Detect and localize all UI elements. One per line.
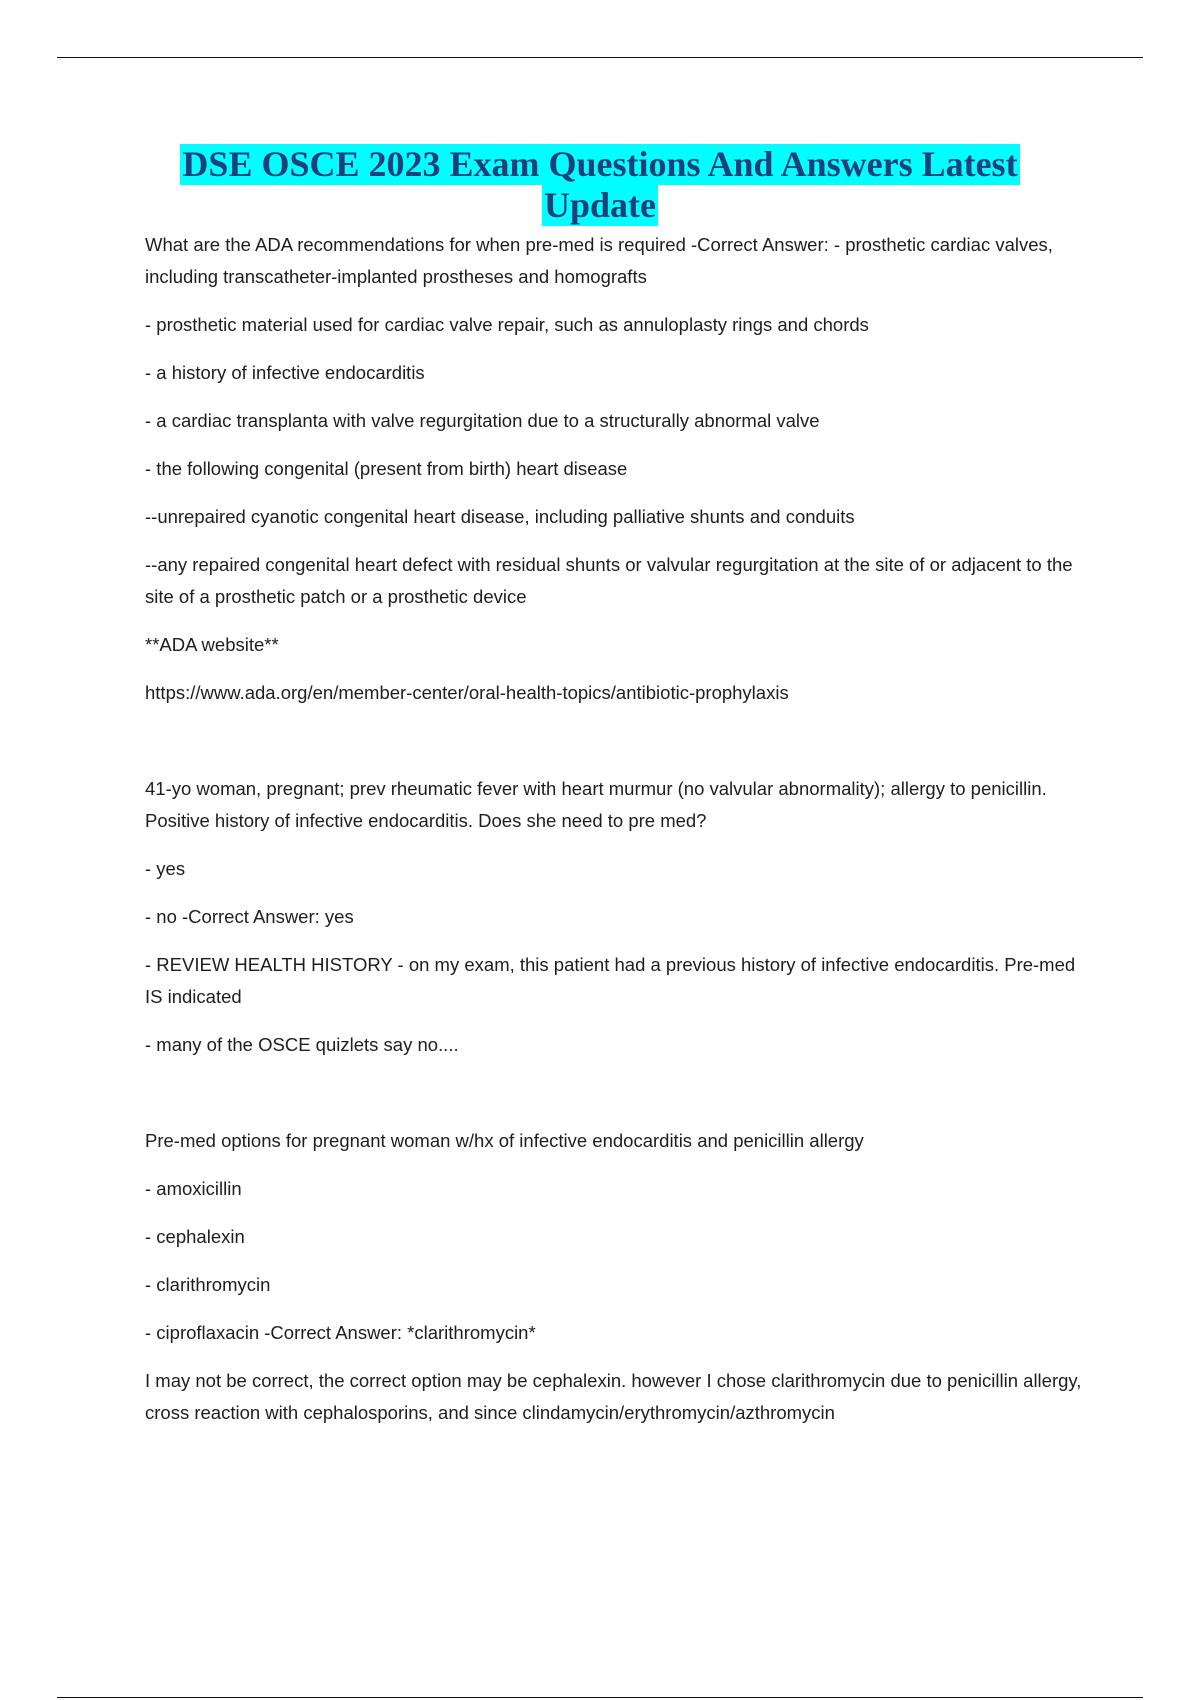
q2-note: - REVIEW HEALTH HISTORY - on my exam, this patient had a previous history of infective endocarditis. Pre-med IS indicated <box>145 954 1076 1007</box>
document-body <box>145 229 1095 1445</box>
q1-source-label: **ADA website** <box>145 634 279 655</box>
document-title <box>0 144 1200 226</box>
q3-option: - amoxicillin <box>145 1178 242 1199</box>
spacer <box>145 725 1095 773</box>
q2-option: - no -Correct Answer: yes <box>145 906 354 927</box>
q1-line: - a cardiac transplanta with valve regurgitation due to a structurally abnormal valve <box>145 410 820 431</box>
q2-note: - many of the OSCE quizlets say no.... <box>145 1034 459 1055</box>
q1-line: - the following congenital (present from birth) heart disease <box>145 458 628 479</box>
q2-option: - yes <box>145 858 186 879</box>
q3-note: I may not be correct, the correct option may be cephalexin. however I chose clarithromycin due to penicillin allergy, cross reaction with cephalosporins, and since clindamycin/erythromycin/azthromycin <box>145 1370 1082 1423</box>
bottom-divider <box>57 1697 1143 1698</box>
q1-line: --unrepaired cyanotic congenital heart disease, including palliative shunts and conduits <box>145 506 855 527</box>
spacer <box>145 1077 1095 1125</box>
q1-question: What are the ADA recommendations for when pre-med is required -Correct Answer: - prosthetic cardiac valves, including transcatheter-implanted prostheses and homografts <box>145 234 1053 287</box>
q1-line: - a history of infective endocarditis <box>145 362 425 383</box>
title-line-2: Update <box>543 185 656 225</box>
top-divider <box>57 57 1143 58</box>
q3-option: - cephalexin <box>145 1226 245 1247</box>
q3-option: - clarithromycin <box>145 1274 271 1295</box>
q2-question: 41-yo woman, pregnant; prev rheumatic fever with heart murmur (no valvular abnormality); allergy to penicillin. Positive history of infective endocarditis. Does she need to pre med? <box>145 778 1047 831</box>
q3-question: Pre-med options for pregnant woman w/hx of infective endocarditis and penicillin allergy <box>145 1130 864 1151</box>
q1-line: --any repaired congenital heart defect with residual shunts or valvular regurgitation at the site of or adjacent to the site of a prosthetic patch or a prosthetic device <box>145 554 1073 607</box>
q1-line: - prosthetic material used for cardiac valve repair, such as annuloplasty rings and chords <box>145 314 869 335</box>
q1-source-url: https://www.ada.org/en/member-center/oral-health-topics/antibiotic-prophylaxis <box>145 682 789 703</box>
title-line-1: DSE OSCE 2023 Exam Questions And Answers Latest <box>182 144 1018 184</box>
q3-option: - ciproflaxacin -Correct Answer: *clarithromycin* <box>145 1322 536 1343</box>
